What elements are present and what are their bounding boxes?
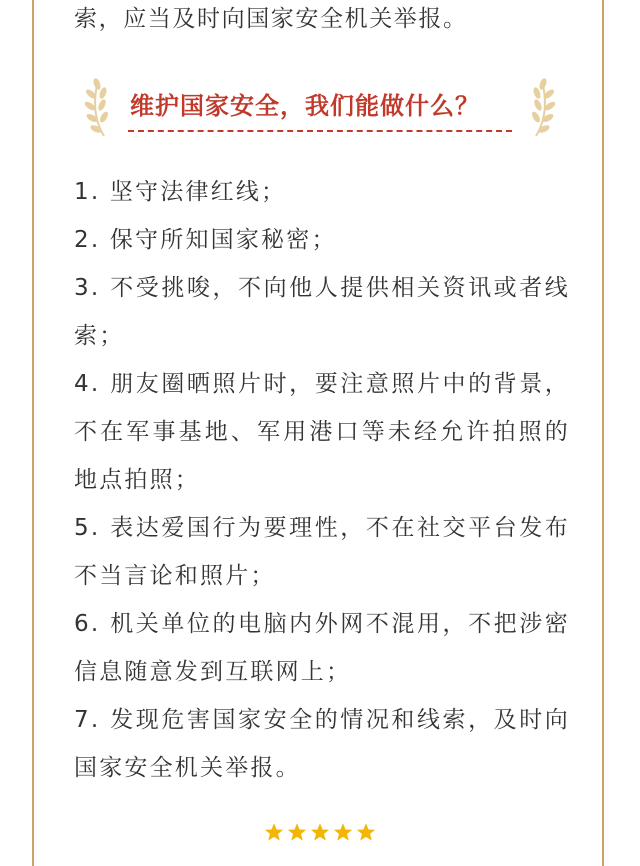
- star-icon: [356, 822, 376, 842]
- list-item: 1. 坚守法律红线；: [74, 179, 287, 205]
- previous-paragraph-tail: 索，应当及时向国家安全机关举报。: [74, 6, 468, 32]
- star-icon: [287, 822, 307, 842]
- star-icon: [310, 822, 330, 842]
- list-item: 4. 朋友圈晒照片时，要注意照片中的背景，不在军事基地、军用港口等未经允许拍照的地点拍照；: [74, 371, 570, 493]
- list-item: 3. 不受挑唆，不向他人提供相关资讯或者线索；: [74, 275, 570, 349]
- list-item: 7. 发现危害国家安全的情况和线索，及时向国家安全机关举报。: [74, 707, 570, 781]
- list-item: 2. 保守所知国家秘密；: [74, 227, 337, 253]
- star-icon: [333, 822, 353, 842]
- laurel-right-icon: [526, 74, 556, 138]
- star-icon: [264, 822, 284, 842]
- heading-dashed-underline: [128, 130, 512, 132]
- list-item: 6. 机关单位的电脑内外网不混用，不把涉密信息随意发到互联网上；: [74, 611, 570, 685]
- section-heading: 维护国家安全，我们能做什么？: [130, 92, 480, 120]
- star-divider: [264, 822, 376, 844]
- advice-list: [74, 168, 570, 792]
- list-item: 5. 表达爱国行为要理性，不在社交平台发布不当言论和照片；: [74, 515, 570, 589]
- laurel-left-icon: [84, 74, 114, 138]
